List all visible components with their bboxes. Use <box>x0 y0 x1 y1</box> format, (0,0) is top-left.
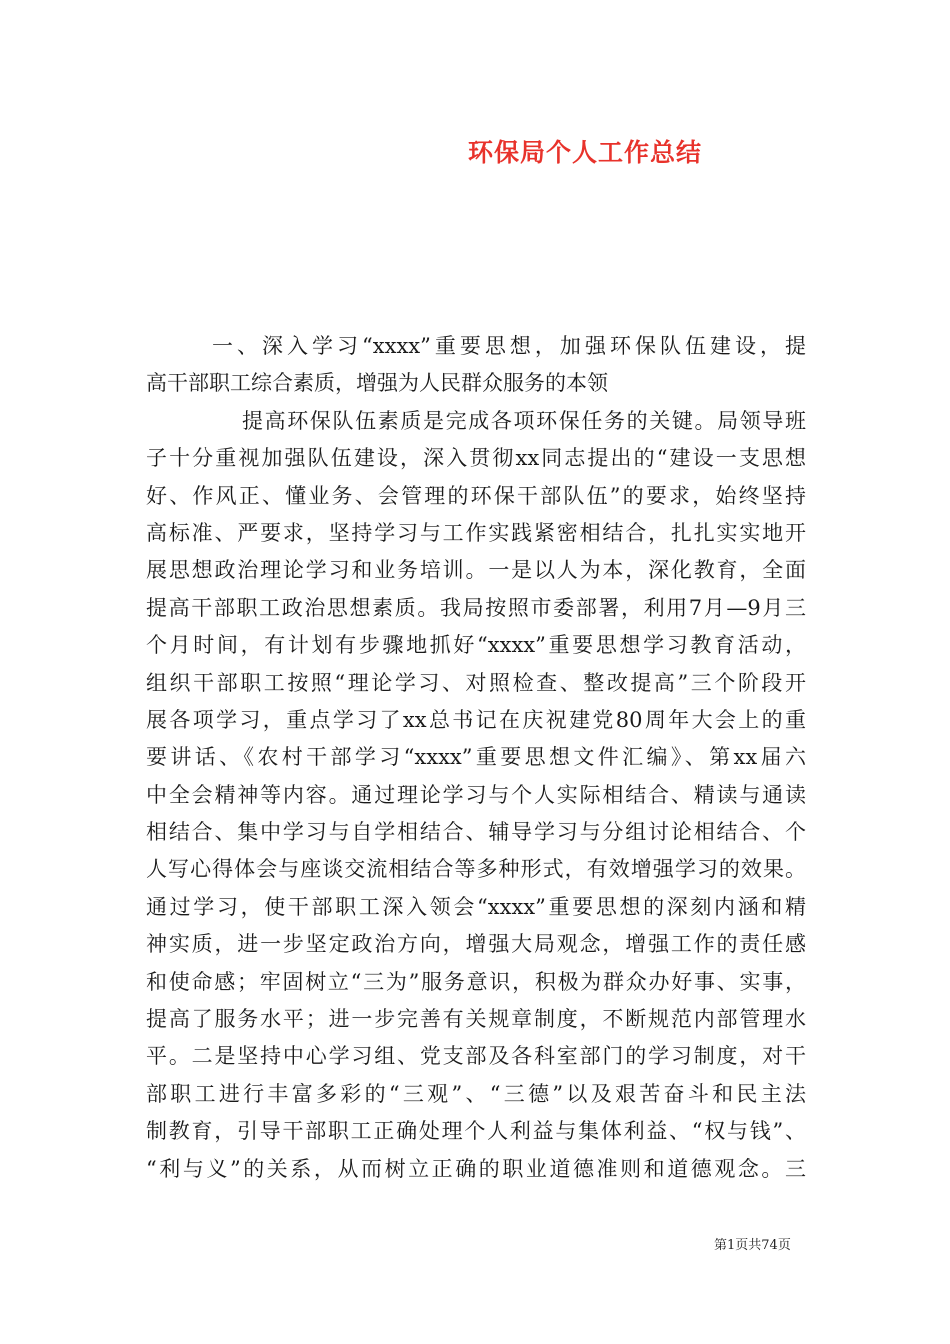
heading-line: 一、深入学习“xxxx”重要思想，加强环保队伍建设，提 <box>212 334 806 358</box>
heading-line: 高干部职工综合素质，增强为人民群众服务的本领 <box>146 371 608 396</box>
paragraph-line: 和使命感；牢固树立“三为”服务意识，积极为群众办好事、实事， <box>146 969 806 994</box>
paragraph-line: 平。二是坚持中心学习组、党支部及各科室部门的学习制度，对干 <box>146 1044 806 1069</box>
paragraph-line: 展各项学习，重点学习了xx总书记在庆祝建党80周年大会上的重 <box>146 707 806 732</box>
document-title: 环保局个人工作总结 <box>468 138 703 167</box>
paragraph-line: “利与义”的关系，从而树立正确的职业道德准则和道德观念。三 <box>146 1156 806 1181</box>
paragraph-line: 好、作风正、懂业务、会管理的环保干部队伍”的要求，始终坚持 <box>146 483 806 508</box>
paragraph-line: 个月时间，有计划有步骤地抓好“xxxx”重要思想学习教育活动， <box>146 633 806 658</box>
paragraph-line: 子十分重视加强队伍建设，深入贯彻xx同志提出的“建设一支思想 <box>146 446 806 471</box>
paragraph-line: 高标准、严要求，坚持学习与工作实践紧密相结合，扎扎实实地开 <box>146 520 806 545</box>
paragraph-line: 提高了服务水平；进一步完善有关规章制度，不断规范内部管理水 <box>146 1007 806 1032</box>
paragraph-line: 相结合、集中学习与自学相结合、辅导学习与分组讨论相结合、个 <box>146 820 806 845</box>
page-number: 第1页共74页 <box>714 1238 791 1253</box>
paragraph-line: 提高干部职工政治思想素质。我局按照市委部署，利用7月—9月三 <box>146 595 806 620</box>
paragraph-line: 组织干部职工按照“理论学习、对照检查、整改提高”三个阶段开 <box>146 670 806 695</box>
paragraph-line: 部职工进行丰富多彩的“三观”、“三德”以及艰苦奋斗和民主法 <box>146 1081 806 1106</box>
paragraph-line: 中全会精神等内容。通过理论学习与个人实际相结合、精读与通读 <box>146 782 806 807</box>
paragraph-line: 提高环保队伍素质是完成各项环保任务的关键。局领导班 <box>242 408 806 433</box>
paragraph-line: 展思想政治理论学习和业务培训。一是以人为本，深化教育，全面 <box>146 558 806 583</box>
paragraph-line: 神实质，进一步坚定政治方向，增强大局观念，增强工作的责任感 <box>146 932 806 957</box>
paragraph-line: 制教育，引导干部职工正确处理个人利益与集体利益、“权与钱”、 <box>146 1119 806 1144</box>
paragraph-line: 通过学习，使干部职工深入领会“xxxx”重要思想的深刻内涵和精 <box>146 894 806 919</box>
paragraph-line: 要讲话、《农村干部学习“xxxx”重要思想文件汇编》、第xx届六 <box>146 745 806 770</box>
paragraph-line: 人写心得体会与座谈交流相结合等多种形式，有效增强学习的效果。 <box>146 857 806 882</box>
document-body <box>146 328 806 1188</box>
